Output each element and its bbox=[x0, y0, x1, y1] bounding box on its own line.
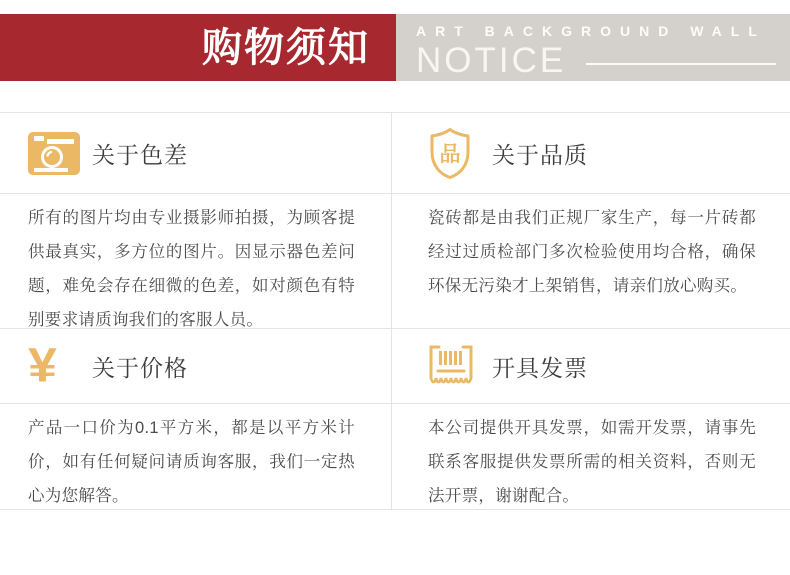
section-color-difference-text: 所有的图片均由专业摄影师拍摄，为顾客提供最真实，多方位的图片。因显示器色差问题，难免会存在细微的色差，如对颜色有特别要求请质询我们的客服人员。 bbox=[0, 193, 391, 328]
notice-label: NOTICE bbox=[416, 41, 567, 80]
section-color-difference-header bbox=[0, 112, 391, 193]
camera-icon bbox=[28, 126, 80, 180]
section-title: 关于色差 bbox=[92, 141, 188, 168]
receipt-icon bbox=[428, 339, 480, 393]
decorative-line bbox=[586, 63, 776, 65]
left-column bbox=[0, 112, 391, 510]
section-title: 关于品质 bbox=[492, 141, 588, 168]
yen-icon: ¥ bbox=[28, 339, 57, 393]
section-title: 开具发票 bbox=[492, 354, 588, 381]
right-column bbox=[391, 112, 790, 510]
section-quality-text: 瓷砖都是由我们正规厂家生产，每一片砖都经过过质检部门多次检验使用均合格，确保环保无污染才上架销售，请亲们放心购买。 bbox=[392, 193, 790, 328]
shield-glyph: 品 bbox=[439, 142, 461, 166]
section-price-text: 产品一口价为0.1平方米，都是以平方米计价，如有任何疑问请质询客服，我们一定热心为您解答。 bbox=[0, 403, 391, 510]
section-title: 关于价格 bbox=[92, 354, 188, 381]
banner-subtitle: ART BACKGROUND WALL bbox=[416, 23, 766, 39]
banner bbox=[0, 14, 790, 81]
page-title: 购物须知 bbox=[202, 25, 370, 70]
section-quality-header bbox=[392, 112, 790, 193]
banner-red-block bbox=[0, 14, 396, 81]
notice-grid bbox=[0, 112, 790, 510]
shield-icon bbox=[428, 126, 480, 180]
shopping-notice-page bbox=[0, 14, 790, 575]
section-price-header bbox=[0, 328, 391, 403]
section-invoice-header bbox=[392, 328, 790, 403]
notice-row bbox=[416, 42, 776, 81]
section-invoice-text: 本公司提供开具发票，如需开发票，请事先联系客服提供发票所需的相关资料，否则无法开票，谢谢配合。 bbox=[392, 403, 790, 510]
banner-gray-block bbox=[396, 14, 790, 81]
